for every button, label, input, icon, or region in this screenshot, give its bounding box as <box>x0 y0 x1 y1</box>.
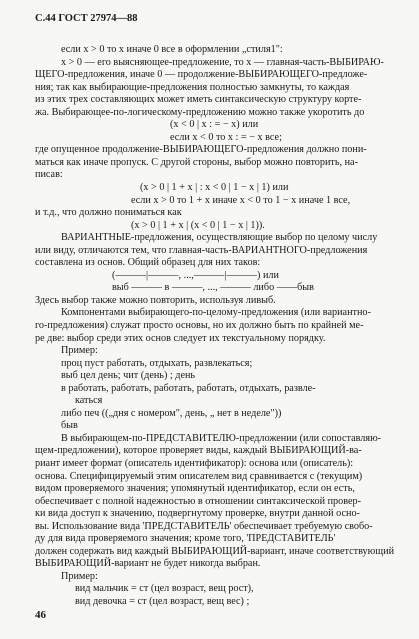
text-line-content: или виду, отличаются тем, что главная-часть-ВАРИАНТНОГО-предложения <box>35 244 368 256</box>
text-line-content: го-предложения) служат просто основы, но их должно быть по крайней ме- <box>35 320 364 331</box>
text-line-content: где опущенное продолжение-ВЫБИРАЮЩЕГО-предложения должно пони- <box>35 144 367 156</box>
text-line-content: вы. Использование вида 'ПРЕДСТАВИТЕЛЬ' обеспечивает требуемую свобо- <box>35 520 373 532</box>
text-line-content: вид девочка = ст (цел возраст, вещ вес) ; <box>75 596 250 607</box>
text-line-content: ки вида доступ к значению, подвергнутому проверке, внутри данной осно- <box>35 508 360 520</box>
text-line-content: x > 0 — его выясняющее-предложение, то x — главная-часть-ВЫБИРАЮ- <box>61 56 384 68</box>
text-line-content: (x < 0 | x : = − x) или <box>170 119 259 131</box>
header-text: С.44 ГОСТ 27974—88 <box>35 13 138 24</box>
text-line-content: вид мальчик = ст (цел возраст, вещ рост), <box>75 583 254 595</box>
text-line-content: проц пуст работать, отдыхать, развлекаться; <box>61 357 253 369</box>
text-line-content: Пример: <box>61 345 98 357</box>
text-line-content: маться как иначе пропуск. С другой стороны, выбор можно повторить, на- <box>35 156 358 168</box>
text-line-content: риант имеет формат (описатель идентификатор): основа или (описатель): <box>35 458 354 469</box>
text-line-content: быв <box>61 420 78 432</box>
text-line-content: Компонентами выбирающего-по-целому-предложения (или вариантно- <box>61 307 371 319</box>
text-line-content: ВАРИАНТНЫЕ-предложения, осуществляющие выбор по целому числу <box>61 232 378 244</box>
text-line-content: (x > 0 | 1 + x | (x < 0 | 1 − x | 1)). <box>131 219 265 231</box>
text-line-content: если x < 0 то x : = − x все; <box>170 131 282 143</box>
text-line-content: выб цел день; чит (день) ; день <box>61 370 196 382</box>
text-line-content: (———|———, ...,———|———) или <box>112 269 279 281</box>
text-line-content: жа. Выбирающее-по-логическому-предложению можно также укоротить до <box>35 106 365 118</box>
text-line-content: должен содержать вид каждый ВЫБИРАЮЩИЙ-вариант, иначе соответствующий <box>35 545 395 557</box>
text-line-content: ния; так как выбирающие-предложения полностью замкнуты, то каждая <box>35 81 350 93</box>
text-line-content: щем-предложении), которое проверяет виды, каждый ВЫБИРАЮЩИЙ-ва- <box>35 445 362 457</box>
text-line-content: если x > 0 то x иначе 0 все в оформлении „стиля1": <box>61 44 283 55</box>
text-line-content: В выбирающем-по-ПРЕДСТАВИТЕЛЮ-предложении (или сопоставляю- <box>61 432 382 444</box>
text-line-content: в работать, работать, работать, работать, отдыхать, развле- <box>61 382 316 394</box>
text-line-content: Пример: <box>61 570 98 582</box>
text-line-content: каться <box>75 395 103 407</box>
text-line-content: ду для вида проверяемого значения; кроме того, 'ПРЕДСТАВИТЕЛЬ' <box>35 533 336 545</box>
text-line-content: из этих трех составляющих может иметь синтаксическую структуру корте- <box>35 94 362 106</box>
text-line-content: ре две: выбор среди этих основ следует их текстуальному порядку. <box>35 332 326 344</box>
text-line-content: и т.д., что должно пониматься как <box>35 207 182 219</box>
text-line-content: составлена из основ. Общий образец для них таков: <box>35 257 261 269</box>
text-line-content: основа. Специфицируемый этим описателем вид сравнивается с (текущим) <box>35 470 363 482</box>
text-line-content: если x > 0 то 1 + x иначе x < 0 то 1 − x иначе 1 все, <box>131 194 351 206</box>
text-line-content: либо печ ((„дня с номером", день, „ нет в неделе")) <box>61 407 282 419</box>
text-line-content: Здесь выбор также можно повторить, используя ливыб. <box>35 294 276 306</box>
text-line-content: ЩЕГО-предложения, иначе 0 — продолжение-ВЫБИРАЮЩЕГО-предложе- <box>35 69 368 81</box>
page-number-text: 46 <box>35 609 46 621</box>
text-line-content: (x > 0 | 1 + x | : x < 0 | 1 − x | 1) или <box>140 182 289 193</box>
text-line-content: ВЫБИРАЮЩИЙ-вариант не будет никогда выбран. <box>35 558 261 570</box>
text-line-content: обеспечивает с полной надежностью в отношении синтаксической провер- <box>35 495 361 507</box>
text-line-content: видом проверяемого значения; упомянутый идентификатор, если он есть, <box>35 483 355 495</box>
text-line-content: выб ——— в ———, ..., ——— либо ——быв <box>112 282 314 294</box>
text-line-content: писав: <box>35 169 63 181</box>
